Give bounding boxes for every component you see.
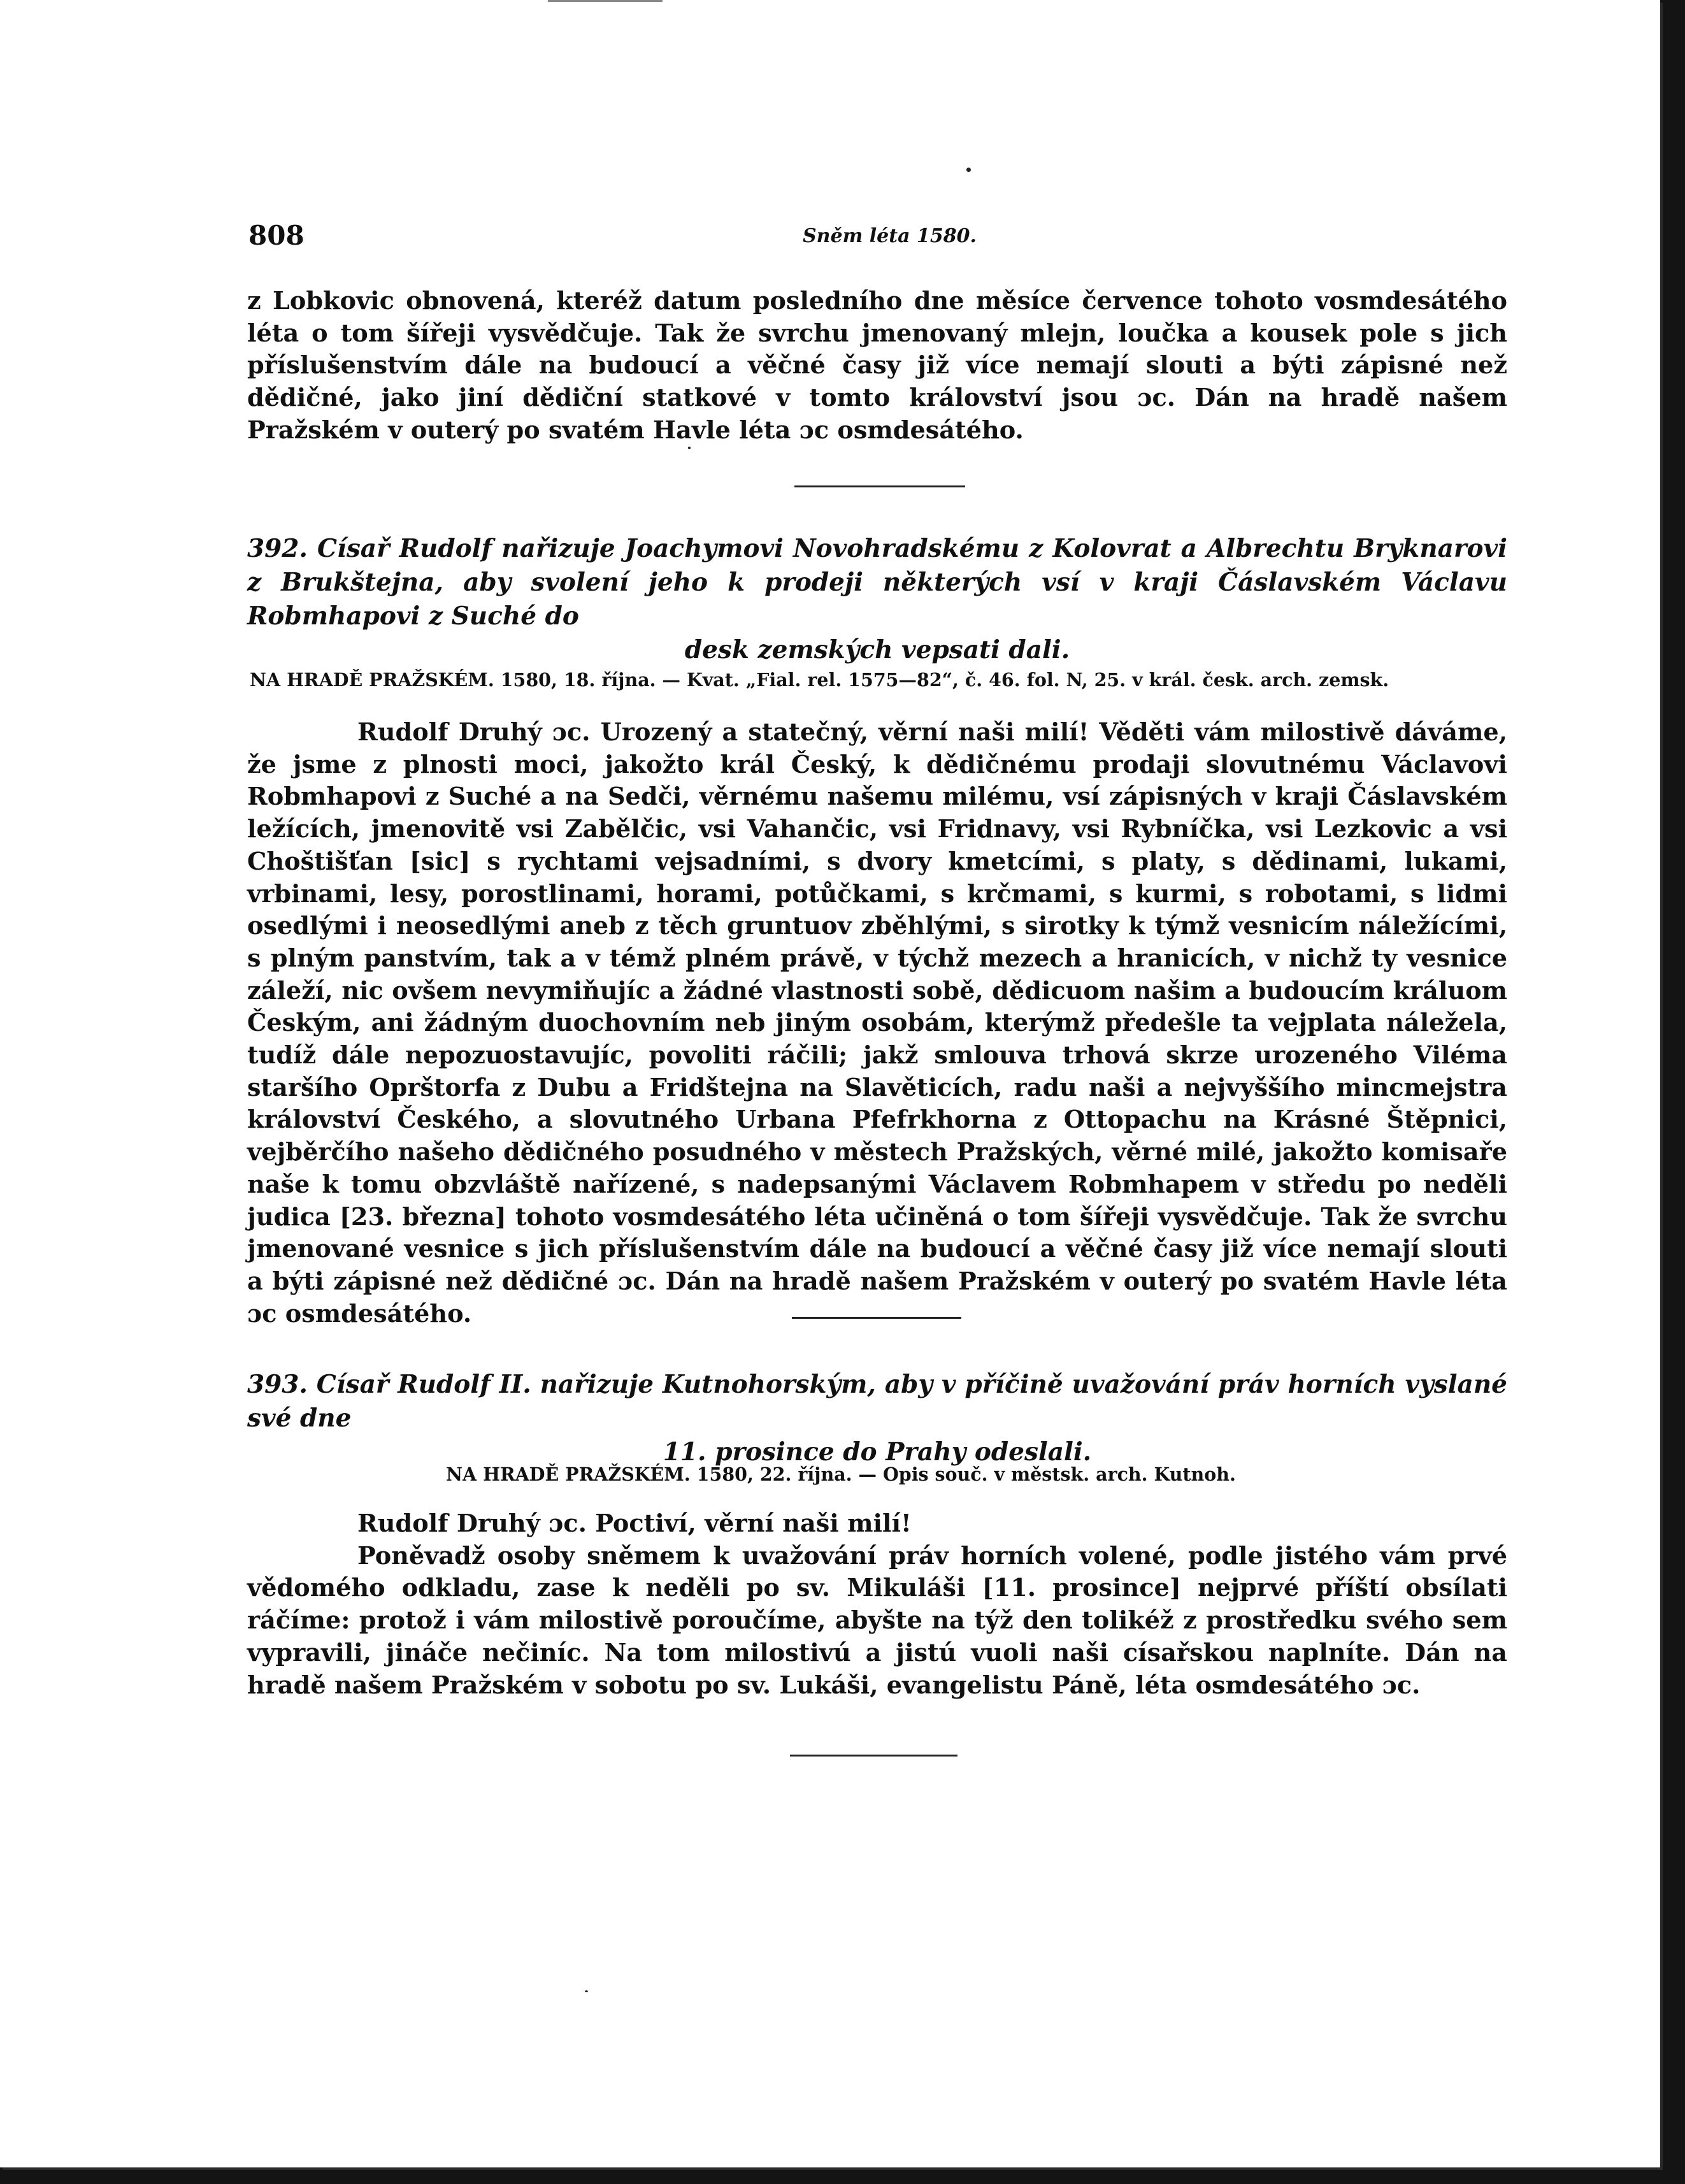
scan-mark xyxy=(548,0,663,2)
entry-393-regest-main: 393. Císař Rudolf II. nařizuje Kutnohorským, aby v příčině uvažování práv horních vyslané své dne xyxy=(247,1370,1507,1433)
entry-392-regest xyxy=(247,532,1507,667)
section-divider xyxy=(794,485,965,487)
entry-393-source: NA HRADĚ PRAŽSKÉM. 1580, 22. října. — Opis souč. v městsk. arch. Kutnoh. xyxy=(446,1463,1236,1485)
entry-392-source: NA HRADĚ PRAŽSKÉM. 1580, 18. října. — Kvat. „Fial. rel. 1575—82“, č. 46. fol. N, 25. v král. česk. arch. zemsk. xyxy=(250,669,1389,691)
entry-392-regest-main: 392. Císař Rudolf nařizuje Joachymovi Novohradskému z Kolovrat a Albrechtu Bryknarovi z Brukštejna, aby svolení jeho k prodeji některých vsí v kraji Čáslavském Václavu Robmhapovi z Suché do xyxy=(247,534,1507,631)
entry-392-body xyxy=(247,717,1507,1330)
entry-393-salutation: Rudolf Druhý ɔc. Poctiví, věrní naši milí! xyxy=(357,1509,912,1538)
dust-speck xyxy=(966,168,971,172)
section-divider xyxy=(790,1755,957,1757)
dust-speck xyxy=(688,447,691,449)
entry-393-regest-end: 11. prosince do Prahy odeslali. xyxy=(663,1437,1092,1467)
entry-392-regest-end: desk zemských vepsati dali. xyxy=(684,635,1070,665)
page-number: 808 xyxy=(248,220,305,251)
entry-393-regest xyxy=(247,1368,1507,1469)
dust-speck xyxy=(585,1990,588,1992)
entry-393-text: Poněvadž osoby sněmem k uvažování práv horních volené, podle jistého vám prvé vědomého odkladu, zase k neděli po sv. Mikuláši [11. prosince] nejprvé příští obsílati ráčíme: protož i vám milostivě poroučíme, abyšte na týž den tolikéž z prostředku svého sem vypravili, jináče nečiníc. Na tom milostivú a jistú vuoli naši císařskou naplníte. Dán na hradě našem Pražském v sobotu po sv. Lukáši, evangelistu Páně, léta osmdesátého ɔc. xyxy=(247,1541,1507,1700)
section-divider xyxy=(792,1317,961,1319)
entry-393-body xyxy=(247,1508,1507,1702)
running-head: Sněm léta 1580. xyxy=(803,225,977,247)
continuation-paragraph: z Lobkovic obnovená, kteréž datum posledního dne měsíce července tohoto vosmdesátého léta o tom šířeji vysvědčuje. Tak že svrchu jmenovaný mlejn, loučka a kousek pole s jich příslušenstvím dále na budoucí a věčné časy již více nemají slouti a býti zápisné než dědičné, jako jiní dědiční statkové v tomto království jsou ɔc. Dán na hradě našem Pražském v outerý po svatém Havle léta ɔc osmdesátého. xyxy=(247,287,1507,445)
page-header xyxy=(248,220,1513,258)
entry-392-text: Rudolf Druhý ɔc. Urozený a statečný, věrní naši milí! Věděti vám milostivě dáváme, že jsme z plnosti moci, jakožto král Český, k dědičnému prodaji slovutnému Václavovi Robmhapovi z Suché a na Sedči, věrnému našemu milému, vsí zápisných v kraji Čáslavském ležících, jmenovitě vsi Zabělčic, vsi Vahančic, vsi Fridnavy, vsi Rybníčka, vsi Lezkovic a vsi Choštišťan [sic] s rychtami vejsadními, s dvory kmetcími, s platy, s dědinami, lukami, vrbinami, lesy, porostlinami, horami, potůčkami, s krčmami, s kurmi, s robotami, s lidmi osedlými i neosedlými aneb z těch gruntuov zběhlými, s sirotky k týmž vesnicím náležícími, s plným panstvím, tak a v témž plném právě, v týchž mezech a hranicích, v nichž ty vesnice záleží, nic ovšem nevymiňujíc a žádné vlastnosti sobě, dědicuom našim a budoucím králuom Českým, ani žádným duochovním neb jiným osobám, kterýmž předešle ta vejplata náležela, tudíž dále nepozuostavujíc, povoliti ráčili; jakž smlouva trhová skrze urozeného Viléma staršího Oprštorfa z Dubu a Fridštejna na Slavěticích, radu naši a nejvyššího mincmejstra království Českého, a slovutného Urbana Pfefrkhorna z Ottopachu na Krásné Štěpnici, vejběrčího našeho dědičného posudného v městech Pražských, věrné milé, jakožto komisaře naše k tomu obzvláště nařízené, s nadepsanými Václavem Robmhapem v středu po neděli judica [23. března] tohoto vosmdesátého léta učiněná o tom šířeji vysvědčuje. Tak že svrchu jmenované vesnice s jich příslušenstvím dále na budoucí a věčné časy již více nemají slouti a býti zápisné než dědičné ɔc. Dán na hradě našem Pražském v outerý po svatém Havle léta ɔc osmdesátého. xyxy=(247,718,1507,1328)
